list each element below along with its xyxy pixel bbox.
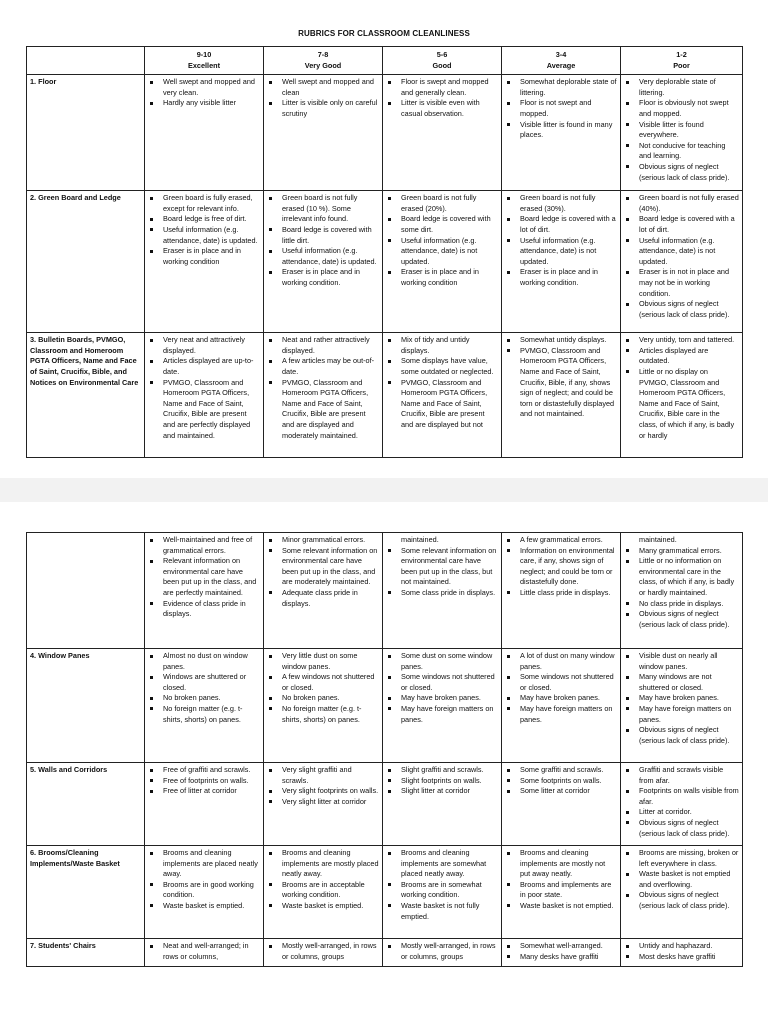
descriptor-item: A few grammatical errors.: [505, 535, 617, 546]
rubric-row: [27, 191, 743, 333]
descriptor-item: Slight litter at corridor: [386, 786, 498, 797]
descriptor-item: Mostly well-arranged, in rows or columns, groups: [267, 941, 379, 962]
descriptor-item: Free of footprints on walls.: [148, 776, 260, 787]
descriptor-item: Very slight litter at corridor: [267, 797, 379, 808]
level-header-average: [502, 47, 621, 75]
rubric-cell: [383, 533, 502, 649]
descriptor-item: Waste basket is emptied.: [267, 901, 379, 912]
descriptor-item: PVMGO, Classroom and Homeroom PGTA Officers, Name and Face of Saint, Crucifix, Bible, if any, shows sign of neglect; and could be torn or distastefully displayed and not maintained.: [505, 346, 617, 420]
rubric-cell: [621, 846, 743, 939]
descriptor-item: Useful information (e.g. attendance, date) is not updated.: [386, 236, 498, 268]
level-score: 7-8: [317, 50, 329, 59]
rubric-body-page-1: [27, 75, 743, 458]
descriptor-item: Some windows not shuttered or closed.: [386, 672, 498, 693]
descriptor-item: Relevant information on environmental care have been put up in the class, and are perfectly maintained.: [148, 556, 260, 598]
descriptor-item: Eraser is in place and in working condition.: [267, 267, 379, 288]
descriptor-item: Obvious signs of neglect (serious lack of class pride).: [624, 299, 739, 320]
rubric-cell: [264, 191, 383, 333]
descriptor-item: Waste basket is not fully emptied.: [386, 901, 498, 922]
rubric-cell: [621, 939, 743, 967]
rubric-cell: [383, 763, 502, 846]
descriptor-item: A few articles may be out-of-date.: [267, 356, 379, 377]
rubric-cell: [264, 333, 383, 458]
descriptor-item: Some relevant information on environmental care have been put up in the class, and are moderately maintained.: [267, 546, 379, 588]
rubric-cell: [621, 649, 743, 763]
descriptor-item: Slight graffiti and scrawls.: [386, 765, 498, 776]
rubric-cell: [383, 846, 502, 939]
descriptor-list: [624, 193, 739, 320]
descriptor-item: Useful information (e.g. attendance, date) is not updated.: [624, 236, 739, 268]
rubric-row: [27, 763, 743, 846]
descriptor-list: [267, 77, 379, 119]
descriptor-item: Very neat and attractively displayed.: [148, 335, 260, 356]
rubric-cell: [621, 191, 743, 333]
descriptor-item: Eraser is in place and in working condition: [148, 246, 260, 267]
descriptor-list: [386, 848, 498, 922]
descriptor-item: Many windows are not shuttered or closed.: [624, 672, 739, 693]
descriptor-list: [148, 77, 260, 109]
descriptor-list: [624, 848, 739, 912]
descriptor-list: [267, 941, 379, 962]
descriptor-item: Little or no display on PVMGO, Classroom and Homeroom PGTA Officers, Name and Face of Saint, Crucifix, Bible care in the class, of which if any, is badly or hardly: [624, 367, 739, 441]
descriptor-item: Untidy and haphazard.: [624, 941, 739, 952]
descriptor-item: Little class pride in displays.: [505, 588, 617, 599]
rubric-row: [27, 649, 743, 763]
descriptor-item: Green board is not fully erased (40%).: [624, 193, 739, 214]
rubric-cell: [264, 533, 383, 649]
rubric-cell: [383, 333, 502, 458]
rubric-row: [27, 533, 743, 649]
descriptor-item: Useful information (e.g. attendance, date) is updated.: [267, 246, 379, 267]
descriptor-item: Litter at corridor.: [624, 807, 739, 818]
descriptor-item: Some graffiti and scrawls.: [505, 765, 617, 776]
descriptor-list: [624, 535, 739, 630]
descriptor-item: No foreign matter (e.g. t-shirts, shorts) on panes.: [267, 704, 379, 725]
rubric-cell: [502, 649, 621, 763]
level-score: 9-10: [196, 50, 212, 59]
descriptor-item: Well swept and mopped and very clean.: [148, 77, 260, 98]
descriptor-item: Board ledge is covered with little dirt.: [267, 225, 379, 246]
rubric-cell: [264, 649, 383, 763]
rubric-table-page-1: [26, 46, 743, 458]
level-score: 3-4: [555, 50, 567, 59]
descriptor-item: A lot of dust on many window panes.: [505, 651, 617, 672]
level-header-good: [383, 47, 502, 75]
descriptor-list: [624, 77, 739, 183]
descriptor-item: Minor grammatical errors.: [267, 535, 379, 546]
descriptor-item: Neat and rather attractively displayed.: [267, 335, 379, 356]
descriptor-list: [624, 335, 739, 441]
descriptor-item: PVMGO, Classroom and Homeroom PGTA Officers, Name and Face of Saint, Crucifix, Bible are present and are perfectly displayed and maintained.: [148, 378, 260, 442]
descriptor-item: PVMGO, Classroom and Homeroom PGTA Officers, Name and Face of Saint, Crucifix, Bible are present and are displayed but not: [386, 378, 498, 431]
rubric-cell: [621, 533, 743, 649]
descriptor-item: Brooms and cleaning implements are mostly not put away neatly.: [505, 848, 617, 880]
descriptor-item: Brooms and implements are in poor state.: [505, 880, 617, 901]
descriptor-item: Some litter at corridor: [505, 786, 617, 797]
rubric-cell: [383, 649, 502, 763]
rubric-cell: [264, 75, 383, 191]
descriptor-item: Brooms are in good working condition.: [148, 880, 260, 901]
descriptor-item: Board ledge is covered with a lot of dirt.: [505, 214, 617, 235]
descriptor-item: Obvious signs of neglect (serious lack of class pride).: [624, 609, 739, 630]
descriptor-item: Most desks have graffiti: [624, 952, 739, 963]
descriptor-list: [148, 335, 260, 441]
descriptor-item: Not conducive for teaching and learning.: [624, 141, 739, 162]
descriptor-item: A few windows not shuttered or closed.: [267, 672, 379, 693]
rubric-cell: [145, 763, 264, 846]
descriptor-item: Very slight footprints on walls.: [267, 786, 379, 797]
descriptor-list: [386, 335, 498, 430]
descriptor-item: Green board is not fully erased (20%).: [386, 193, 498, 214]
descriptor-list: [386, 77, 498, 119]
rubric-cell: [145, 846, 264, 939]
criterion-cell: 5. Walls and Corridors: [27, 763, 145, 846]
rubric-cell: [502, 939, 621, 967]
criterion-cell: 4. Window Panes: [27, 649, 145, 763]
criterion-cell: [27, 533, 145, 649]
rubric-cell: [145, 191, 264, 333]
descriptor-list: [267, 535, 379, 609]
descriptor-item: Brooms are in somewhat working condition.: [386, 880, 498, 901]
descriptor-item: Adequate class pride in displays.: [267, 588, 379, 609]
descriptor-item: Visible litter is found in many places.: [505, 120, 617, 141]
criterion-header: [27, 47, 145, 75]
descriptor-item: Free of graffiti and scrawls.: [148, 765, 260, 776]
descriptor-list: [148, 941, 260, 962]
descriptor-list: [267, 651, 379, 725]
descriptor-item: maintained.: [401, 535, 439, 544]
descriptor-item: May have foreign matters on panes.: [624, 704, 739, 725]
descriptor-list: [505, 848, 617, 912]
descriptor-item: Somewhat well-arranged.: [505, 941, 617, 952]
rubric-cell: [621, 333, 743, 458]
descriptor-item: Litter is visible only on careful scrutiny: [267, 98, 379, 119]
descriptor-list: [505, 651, 617, 725]
rubric-cell: [145, 333, 264, 458]
descriptor-item: Litter is visible even with casual observation.: [386, 98, 498, 119]
descriptor-item: Many desks have graffiti: [505, 952, 617, 963]
descriptor-item: Board ledge is free of dirt.: [148, 214, 260, 225]
descriptor-list: [624, 651, 739, 746]
descriptor-item: No foreign matter (e.g. t-shirts, shorts) on panes.: [148, 704, 260, 725]
rubric-body-page-2: [27, 533, 743, 967]
level-header-excellent: [145, 47, 264, 75]
level-label: Poor: [673, 60, 690, 70]
rubric-cell: [145, 533, 264, 649]
descriptor-list: [148, 651, 260, 725]
descriptor-item: Well swept and mopped and clean: [267, 77, 379, 98]
descriptor-item: No broken panes.: [267, 693, 379, 704]
descriptor-list: [505, 765, 617, 797]
descriptor-item: Articles displayed are outdated.: [624, 346, 739, 367]
descriptor-list: [386, 765, 498, 797]
descriptor-list: [267, 193, 379, 288]
descriptor-item: Some dust on some window panes.: [386, 651, 498, 672]
rubric-cell: [264, 846, 383, 939]
descriptor-item: Waste basket is not emptied and overflowing.: [624, 869, 739, 890]
level-score: 1-2: [676, 50, 687, 59]
descriptor-item: Obvious signs of neglect (serious lack of class pride).: [624, 162, 739, 183]
descriptor-item: Brooms and cleaning implements are mostly placed neatly away.: [267, 848, 379, 880]
rubric-cell: [145, 649, 264, 763]
descriptor-list: [267, 335, 379, 441]
descriptor-item: Evidence of class pride in displays.: [148, 599, 260, 620]
level-label: Good: [432, 60, 452, 70]
descriptor-list: [505, 941, 617, 962]
descriptor-list: [267, 848, 379, 912]
descriptor-item: May have foreign matters on panes.: [386, 704, 498, 725]
descriptor-item: Many grammatical errors.: [624, 546, 739, 557]
descriptor-item: Board ledge is covered with a lot of dirt.: [624, 214, 739, 235]
descriptor-item: Useful information (e.g. attendance, date) is not updated.: [505, 236, 617, 268]
rubric-cell: [502, 533, 621, 649]
descriptor-item: Neat and well-arranged; in rows or columns,: [148, 941, 260, 962]
level-header-very-good: [264, 47, 383, 75]
descriptor-list: [624, 765, 739, 839]
criterion-cell: 1. Floor: [27, 75, 145, 191]
criterion-cell: 6. Brooms/Cleaning Implements/Waste Basket: [27, 846, 145, 939]
level-header-poor: [621, 47, 743, 75]
descriptor-list: [148, 535, 260, 620]
document-page-1: [0, 0, 768, 478]
descriptor-item: Footprints on walls visible from afar.: [624, 786, 739, 807]
descriptor-list: [148, 765, 260, 797]
descriptor-item: Visible dust on nearly all window panes.: [624, 651, 739, 672]
descriptor-item: Very little dust on some window panes.: [267, 651, 379, 672]
rubric-table-page-2: [26, 532, 743, 967]
descriptor-item: Some footprints on walls.: [505, 776, 617, 787]
descriptor-item: Waste basket is not emptied.: [505, 901, 617, 912]
rubric-cell: [502, 333, 621, 458]
descriptor-item: Somewhat untidy displays.: [505, 335, 617, 346]
descriptor-list: [505, 535, 617, 599]
descriptor-item: Green board is fully erased, except for relevant info.: [148, 193, 260, 214]
rubric-cell: [383, 939, 502, 967]
descriptor-item: Well-maintained and free of grammatical errors.: [148, 535, 260, 556]
descriptor-item: maintained.: [639, 535, 677, 544]
rubric-row: [27, 846, 743, 939]
descriptor-list: [386, 535, 498, 599]
descriptor-item: May have foreign matters on panes.: [505, 704, 617, 725]
level-label: Excellent: [187, 60, 221, 70]
descriptor-item: May have broken panes.: [386, 693, 498, 704]
rubric-cell: [621, 763, 743, 846]
descriptor-item: Board ledge is covered with some dirt.: [386, 214, 498, 235]
descriptor-item: Visible litter is found everywhere.: [624, 120, 739, 141]
descriptor-item: Very deplorable state of littering.: [624, 77, 739, 98]
descriptor-item: No broken panes.: [148, 693, 260, 704]
rubric-cell: [383, 191, 502, 333]
descriptor-item: Floor is obviously not swept and mopped.: [624, 98, 739, 119]
descriptor-item: Some class pride in displays.: [386, 588, 498, 599]
descriptor-list: [505, 193, 617, 288]
descriptor-item: Waste basket is emptied.: [148, 901, 260, 912]
descriptor-item: Eraser is in place and in working condition: [386, 267, 498, 288]
header-row: [27, 47, 743, 75]
descriptor-item: May have broken panes.: [624, 693, 739, 704]
descriptor-item: Eraser is in place and in working condition.: [505, 267, 617, 288]
descriptor-item: No class pride in displays.: [624, 599, 739, 610]
rubric-cell: [264, 939, 383, 967]
descriptor-item: Useful information (e.g. attendance, date) is updated.: [148, 225, 260, 246]
descriptor-item: PVMGO, Classroom and Homeroom PGTA Officers, Name and Face of Saint, Crucifix, Bible are present and are displayed and moderately maintained.: [267, 378, 379, 442]
rubric-cell: [502, 191, 621, 333]
rubric-cell: [264, 763, 383, 846]
descriptor-item: Brooms and cleaning implements are placed neatly away.: [148, 848, 260, 880]
descriptor-item: Slight footprints on walls.: [386, 776, 498, 787]
descriptor-item: Information on environmental care, if any, shows sign of neglect; and could be torn or distastefully done.: [505, 546, 617, 588]
rubric-cell: [383, 75, 502, 191]
descriptor-item: Some windows not shuttered or closed.: [505, 672, 617, 693]
document-page-2: [0, 502, 768, 1024]
descriptor-item: Brooms and cleaning implements are somewhat placed neatly away.: [386, 848, 498, 880]
rubric-cell: [502, 763, 621, 846]
descriptor-item: Obvious signs of neglect (serious lack of class pride).: [624, 890, 739, 911]
descriptor-list: [624, 941, 739, 962]
criterion-cell: 7. Students' Chairs: [27, 939, 145, 967]
descriptor-item: Little or no information on environmental care in the class, of which if any, is badly or hardly maintained.: [624, 556, 739, 598]
descriptor-item: Floor is swept and mopped and generally clean.: [386, 77, 498, 98]
rubric-cell: [502, 846, 621, 939]
descriptor-list: [386, 941, 498, 962]
rubric-row: [27, 939, 743, 967]
descriptor-item: Obvious signs of neglect (serious lack of class pride).: [624, 818, 739, 839]
descriptor-list: [505, 77, 617, 141]
descriptor-item: Almost no dust on window panes.: [148, 651, 260, 672]
descriptor-item: Somewhat deplorable state of littering.: [505, 77, 617, 98]
descriptor-item: Some relevant information on environmental care have been put up in the class, but not maintained.: [386, 546, 498, 588]
descriptor-item: Articles displayed are up-to-date.: [148, 356, 260, 377]
rubric-row: [27, 333, 743, 458]
descriptor-item: May have broken panes.: [505, 693, 617, 704]
descriptor-item: Brooms are in acceptable working condition.: [267, 880, 379, 901]
document-title: RUBRICS FOR CLASSROOM CLEANLINESS: [298, 29, 470, 38]
descriptor-item: Obvious signs of neglect (serious lack of class pride).: [624, 725, 739, 746]
level-label: Average: [546, 60, 576, 70]
descriptor-item: Green board is not fully erased (30%).: [505, 193, 617, 214]
descriptor-item: Mix of tidy and untidy displays.: [386, 335, 498, 356]
descriptor-item: Eraser is in not in place and may not be in working condition.: [624, 267, 739, 299]
descriptor-item: Green board is not fully erased (10 %). Some irrelevant info found.: [267, 193, 379, 225]
descriptor-item: Hardly any visible litter: [148, 98, 260, 109]
descriptor-item: Free of litter at corridor: [148, 786, 260, 797]
descriptor-list: [267, 765, 379, 807]
rubric-cell: [502, 75, 621, 191]
descriptor-list: [148, 848, 260, 912]
descriptor-item: Very slight graffiti and scrawls.: [267, 765, 379, 786]
rubric-cell: [145, 939, 264, 967]
descriptor-item: Mostly well-arranged, in rows or columns, groups: [386, 941, 498, 962]
rubric-cell: [621, 75, 743, 191]
rubric-cell: [145, 75, 264, 191]
descriptor-list: [148, 193, 260, 267]
level-label: Very Good: [304, 60, 342, 70]
descriptor-item: Brooms are missing, broken or left everywhere in class.: [624, 848, 739, 869]
descriptor-item: Windows are shuttered or closed.: [148, 672, 260, 693]
descriptor-list: [386, 651, 498, 725]
descriptor-item: Some displays have value, some outdated or neglected.: [386, 356, 498, 377]
criterion-cell: 2. Green Board and Ledge: [27, 191, 145, 333]
rubric-row: [27, 75, 743, 191]
criterion-cell: 3. Bulletin Boards, PVMGO, Classroom and Homeroom PGTA Officers, Name and Face of Saint, Crucifix, Bible, and Notices on Environmental Care: [27, 333, 145, 458]
level-score: 5-6: [436, 50, 448, 59]
descriptor-item: Graffiti and scrawls visible from afar.: [624, 765, 739, 786]
descriptor-item: Floor is not swept and mopped.: [505, 98, 617, 119]
descriptor-item: Very untidy, torn and tattered.: [624, 335, 739, 346]
descriptor-list: [505, 335, 617, 420]
descriptor-list: [386, 193, 498, 288]
